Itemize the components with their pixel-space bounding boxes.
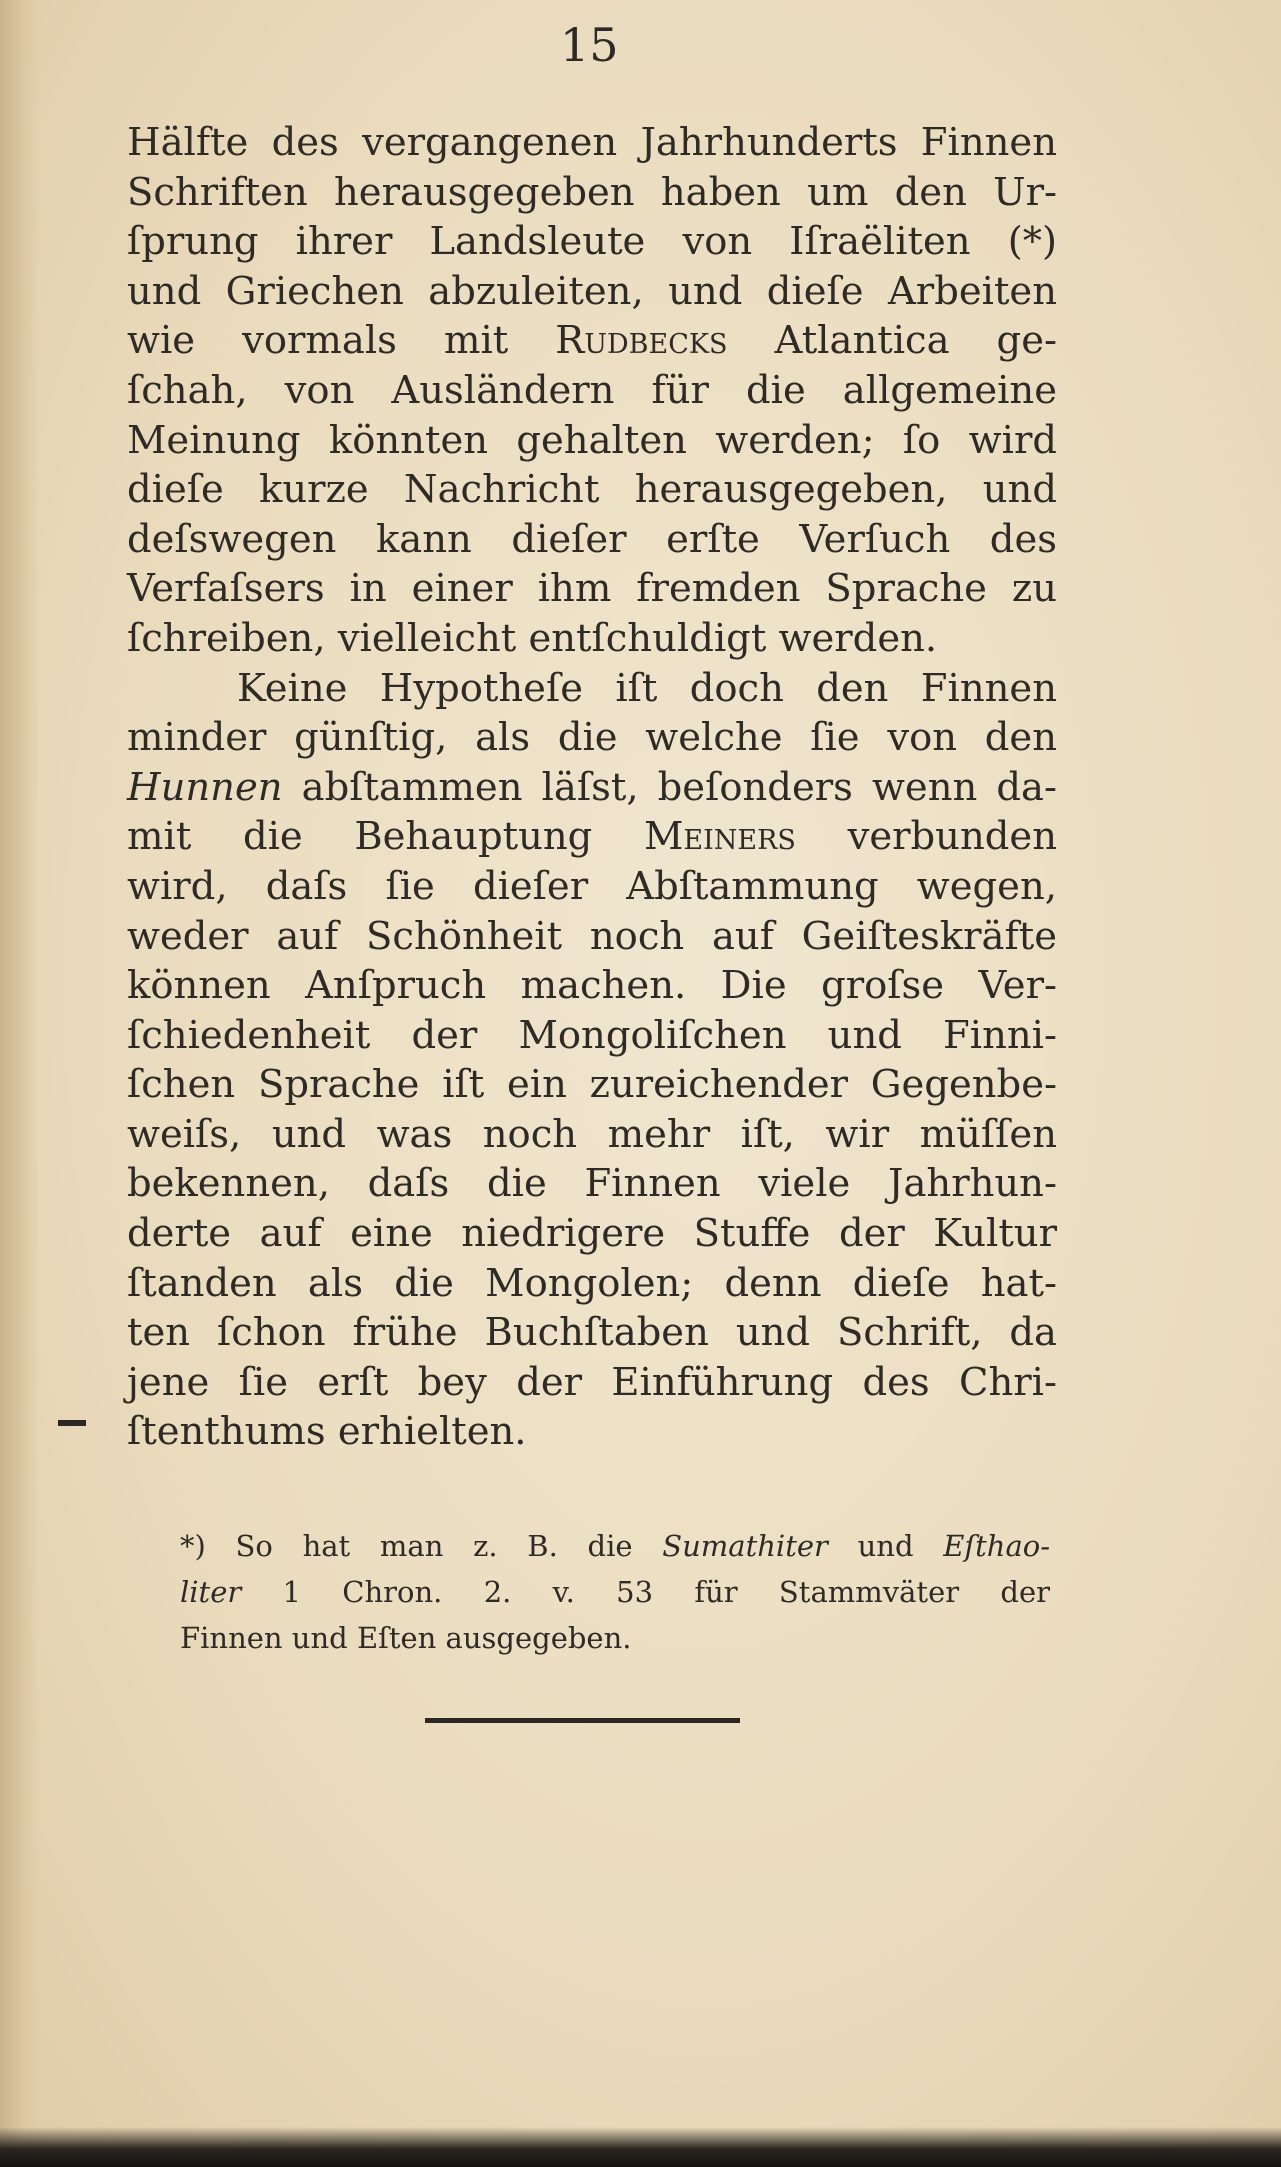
footnote xyxy=(180,1523,1050,1661)
text-line: Schriften herausgegeben haben um den Ur- xyxy=(127,169,1057,215)
text-run: verbunden xyxy=(795,814,1057,860)
text-line: wird, daſs ſie dieſer Abſtammung wegen, xyxy=(127,863,1057,909)
page-bottom-edge xyxy=(0,2127,1281,2167)
footnote-line xyxy=(180,1569,1050,1615)
text-line xyxy=(127,812,1057,862)
text-line: bekennen, daſs die Finnen viele Jahrhun- xyxy=(127,1161,1057,1207)
italic-term-liter: liter xyxy=(180,1575,242,1609)
italic-term-esthaoliter: Eſthao- xyxy=(943,1529,1051,1563)
text-line: ſchiedenheit der Mongoliſchen und Finni- xyxy=(127,1012,1057,1058)
main-text xyxy=(127,118,1057,1457)
text-line: ſchen Sprache iſt ein zureichender Gegenbe- xyxy=(127,1062,1057,1108)
text-run: wie vormals mit xyxy=(127,318,556,364)
italic-term-sumathiter: Sumathiter xyxy=(662,1529,828,1563)
text-line: derte auf eine niedrigere Stuffe der Kultur xyxy=(127,1211,1057,1257)
footnote-line: Finnen und Eſten ausgegeben. xyxy=(180,1621,632,1655)
text-run: Atlantica ge- xyxy=(727,318,1057,364)
text-line: deſswegen kann dieſer erſte Verſuch des xyxy=(127,516,1057,562)
text-line: ſtanden als die Mongolen; denn dieſe hat- xyxy=(127,1260,1057,1306)
text-line: ſprung ihrer Landsleute von Iſraëliten (*) xyxy=(127,219,1057,265)
footnote-marker: *) xyxy=(180,1529,206,1563)
text-line: ſchah, von Ausländern für die allgemeine xyxy=(127,367,1057,413)
italic-term-hunnen: Hunnen xyxy=(127,764,283,810)
page-left-edge xyxy=(0,0,40,2167)
text-line: ſchreiben, vielleicht entſchuldigt werden. xyxy=(127,615,938,661)
text-line: können Anſpruch machen. Die groſse Ver- xyxy=(127,963,1057,1009)
author-name-meiners: Meiners xyxy=(643,814,796,860)
text-line: Meinung könnten gehalten werden; ſo wird xyxy=(127,417,1057,463)
text-line: und Griechen abzuleiten, und dieſe Arbeiten xyxy=(127,268,1057,314)
text-line: Verfaſsers in einer ihm fremden Sprache zu xyxy=(127,566,1057,612)
text-line: ſtenthums erhielten. xyxy=(127,1409,527,1455)
text-run: abſtammen läſst, beſonders wenn da- xyxy=(282,764,1057,810)
text-line: Keine Hypotheſe iſt doch den Finnen xyxy=(237,665,1057,711)
text-run: und xyxy=(827,1529,944,1563)
text-run: 1 Chron. 2. v. 53 für Stammväter der xyxy=(241,1575,1050,1609)
text-line: jene ſie erſt bey der Einführung des Chri- xyxy=(127,1359,1057,1405)
text-line: minder günſtig, als die welche ſie von den xyxy=(127,715,1057,761)
text-line: ten ſchon frühe Buchſtaben und Schrift, da xyxy=(127,1310,1057,1356)
text-line xyxy=(127,316,1057,366)
margin-mark xyxy=(58,1420,86,1426)
text-line: weiſs, und was noch mehr iſt, wir müſſen xyxy=(127,1111,1057,1157)
text-line: dieſe kurze Nachricht herausgegeben, und xyxy=(127,467,1057,513)
author-name-rudbeck: Rudbecks xyxy=(555,318,728,364)
text-line: weder auf Schönheit noch auf Geiſteskräfte xyxy=(127,913,1057,959)
text-run: mit die Behauptung xyxy=(127,814,644,860)
text-run: So hat man z. B. die xyxy=(205,1529,663,1563)
page-number: 15 xyxy=(560,18,619,72)
footnote-line xyxy=(180,1523,1050,1569)
section-divider-rule xyxy=(425,1718,740,1723)
text-line: Hälfte des vergangenen Jahrhunderts Finnen xyxy=(127,120,1057,165)
text-line xyxy=(127,763,1057,813)
